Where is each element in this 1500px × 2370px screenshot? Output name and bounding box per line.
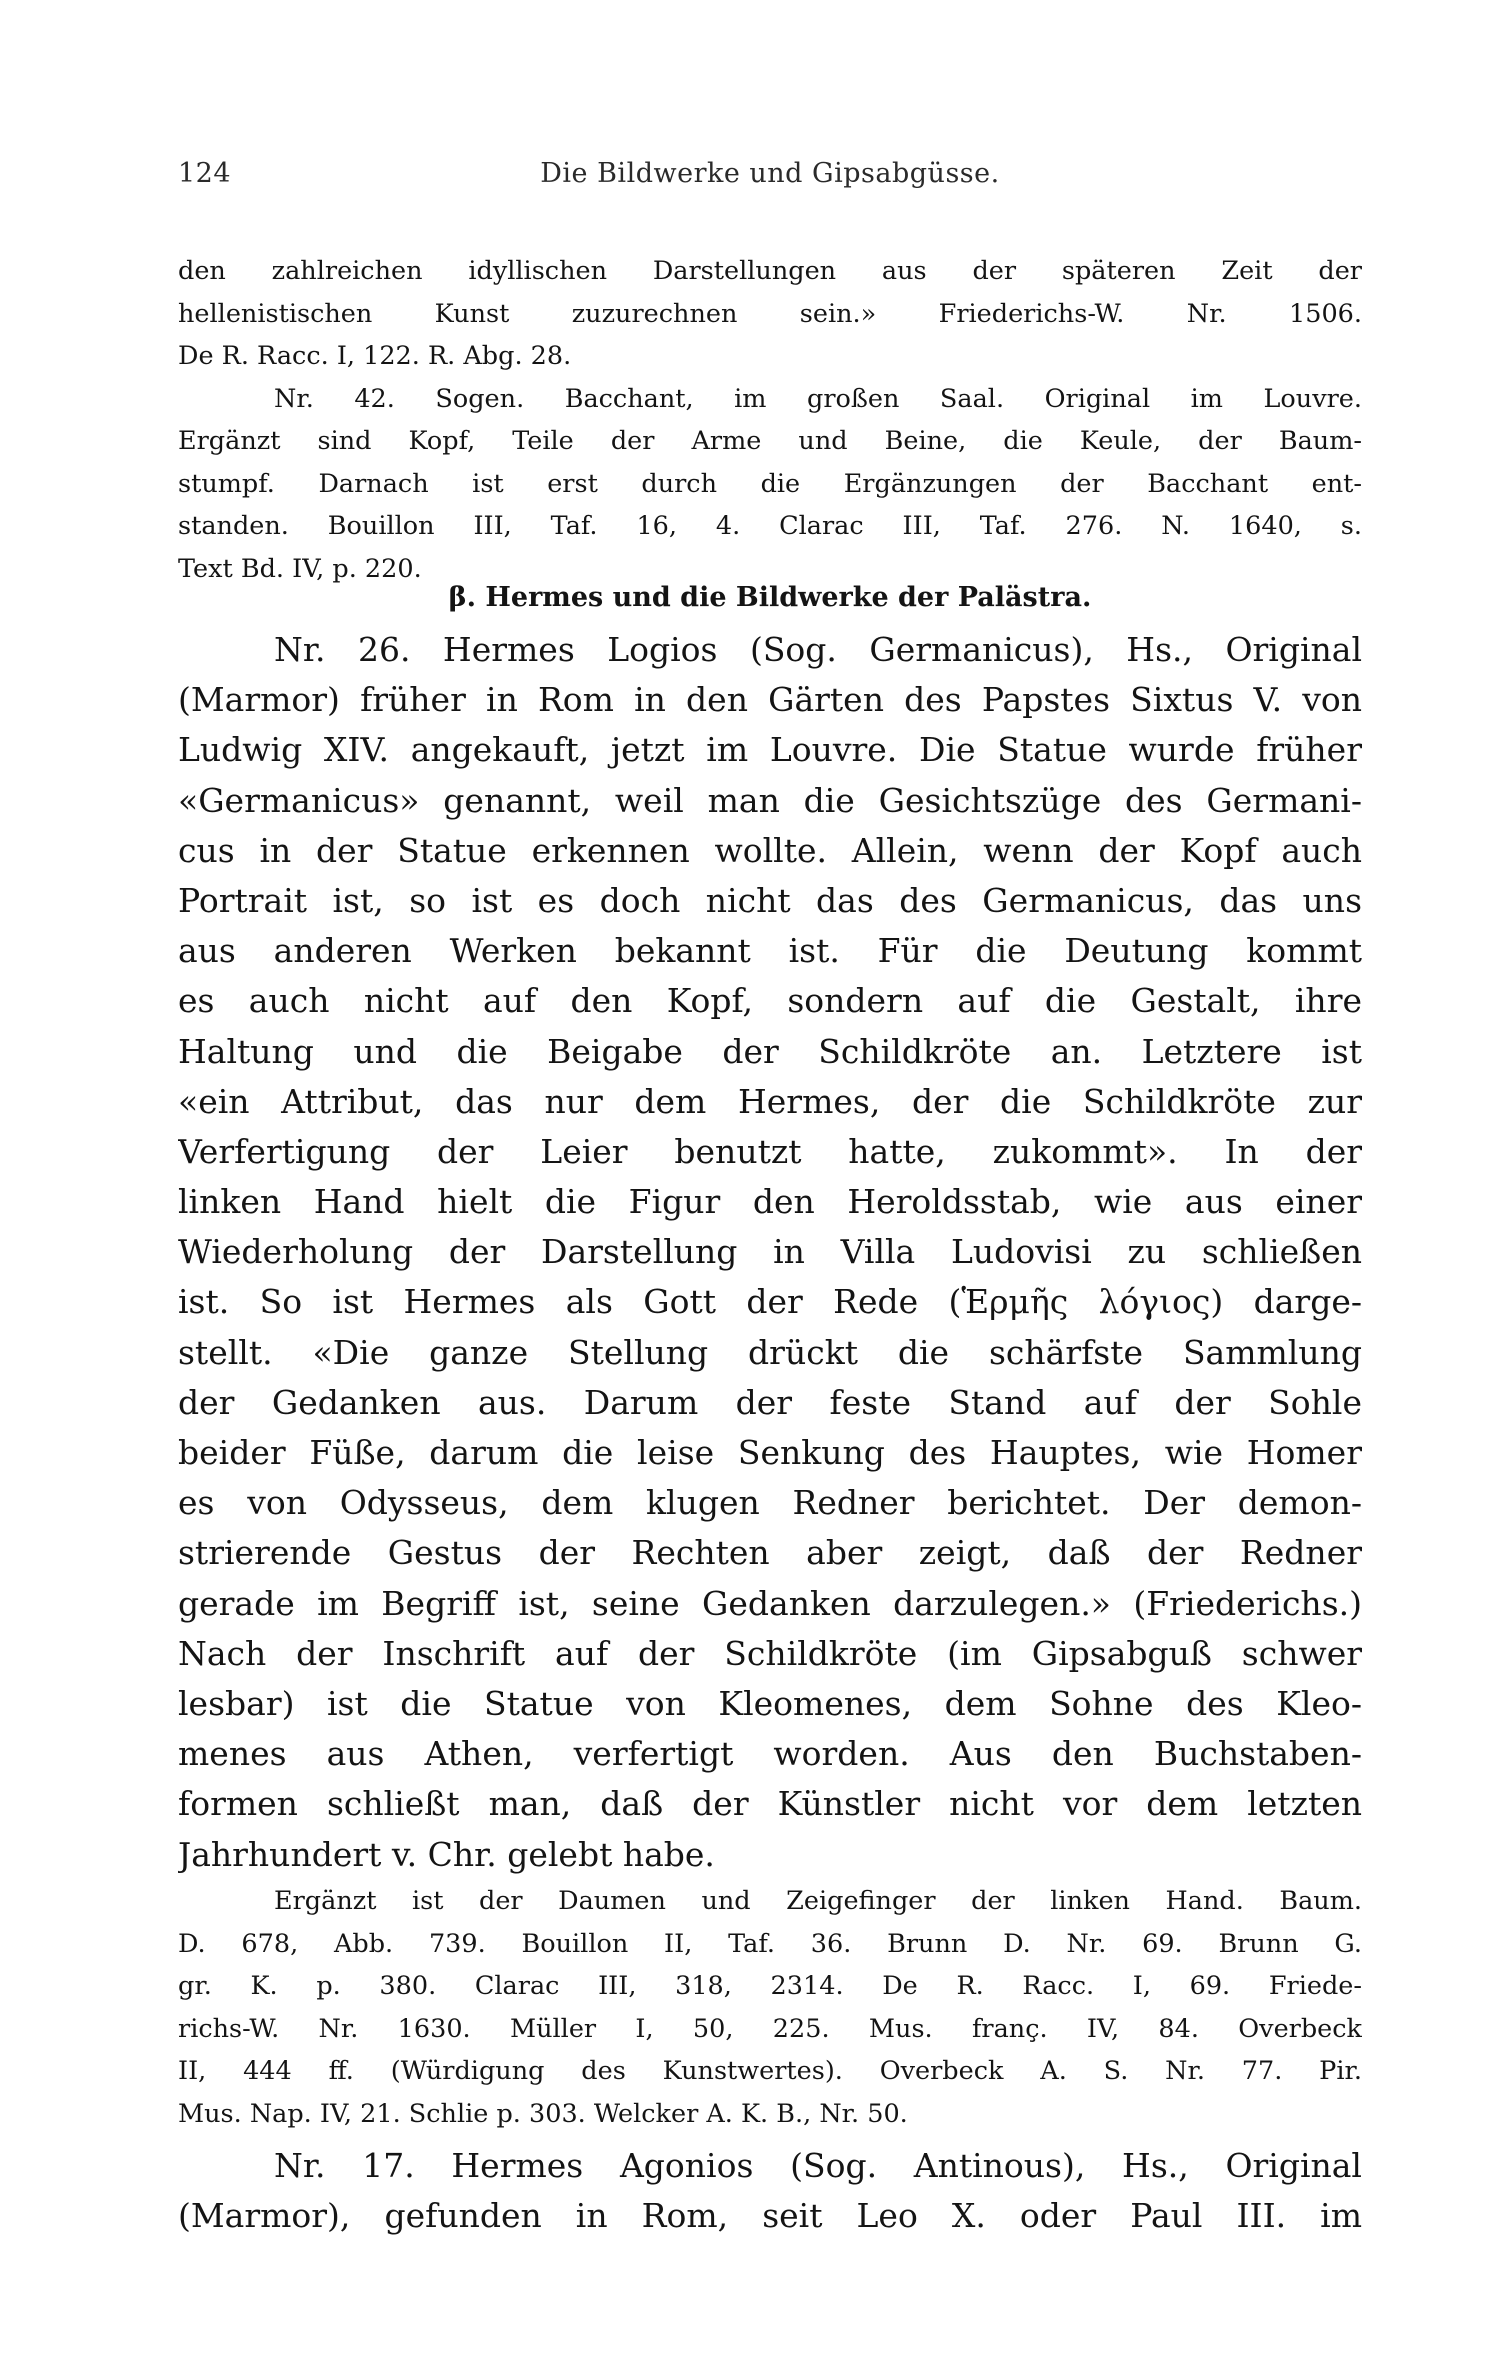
text-line: Wiederholung der Darstellung in Villa Ludovisi zu schließen xyxy=(178,1232,1362,1272)
text-line: stumpf. Darnach ist erst durch die Ergänzungen der Bacchant ent- xyxy=(178,468,1362,499)
text-line: Nach der Inschrift auf der Schildkröte (im Gipsabguß schwer xyxy=(178,1633,1362,1673)
text-line: es auch nicht auf den Kopf, sondern auf die Gestalt, ihre xyxy=(178,981,1362,1021)
text-line: strierende Gestus der Rechten aber zeigt, daß der Redner xyxy=(178,1533,1362,1573)
text-line: menes aus Athen, verfertigt worden. Aus den Buchstaben- xyxy=(178,1734,1362,1774)
text-line: Haltung und die Beigabe der Schildkröte an. Letztere ist xyxy=(178,1031,1362,1071)
text-line: Nr. 26. Hermes Logios (Sog. Germanicus), Hs., Original xyxy=(274,630,1362,669)
text-line: aus anderen Werken bekannt ist. Für die Deutung kommt xyxy=(178,931,1362,971)
note-line: Ergänzt ist der Daumen und Zeigefinger der linken Hand. Baum. xyxy=(274,1886,1362,1916)
text-line: es von Odysseus, dem klugen Redner berichtet. Der demon- xyxy=(178,1483,1362,1523)
text-line: linken Hand hielt die Figur den Heroldsstab, wie aus einer xyxy=(178,1182,1362,1222)
nr26-notes xyxy=(178,1880,1362,2135)
text-line: den zahlreichen idyllischen Darstellungen aus der späteren Zeit der xyxy=(178,256,1362,286)
text-line: formen schließt man, daß der Künstler nicht vor dem letzten xyxy=(178,1784,1362,1824)
running-header xyxy=(178,158,1362,198)
note-line: Mus. Nap. IV, 21. Schlie p. 303. Welcker A. K. B., Nr. 50. xyxy=(178,2098,908,2129)
section-heading: β. Hermes und die Bildwerke der Palästra. xyxy=(448,582,1092,613)
intro-paragraph xyxy=(178,250,1362,378)
text-line: cus in der Statue erkennen wollte. Allein, wenn der Kopf auch xyxy=(178,830,1362,870)
text-line: der Gedanken aus. Darum der feste Stand auf der Sohle xyxy=(178,1382,1362,1422)
running-title: Die Bildwerke und Gipsabgüsse. xyxy=(540,158,1000,189)
text-line: Portrait ist, so ist es doch nicht das des Germanicus, das uns xyxy=(178,880,1362,920)
text-line: ist. So ist Hermes als Gott der Rede (Ἑρμῆς λόγιος) darge- xyxy=(178,1282,1362,1322)
text-line: lesbar) ist die Statue von Kleomenes, dem Sohne des Kleo- xyxy=(178,1683,1362,1723)
nr42-entry xyxy=(178,378,1362,591)
text-line: De R. Racc. I, 122. R. Abg. 28. xyxy=(178,341,572,371)
text-line: Nr. 42. Sogen. Bacchant, im großen Saal. Original im Louvre. xyxy=(274,383,1362,414)
text-line: Ergänzt sind Kopf, Teile der Arme und Beine, die Keule, der Baum- xyxy=(178,426,1362,456)
note-line: richs-W. Nr. 1630. Müller I, 50, 225. Mus. franç. IV, 84. Overbeck xyxy=(178,2013,1362,2044)
text-line: Text Bd. IV, p. 220. xyxy=(178,553,422,584)
text-line: standen. Bouillon III, Taf. 16, 4. Clarac III, Taf. 276. N. 1640, s. xyxy=(178,511,1362,541)
nr17-entry xyxy=(178,2141,1362,2241)
nr26-entry xyxy=(178,625,1362,1880)
text-line: Ludwig XIV. angekauft, jetzt im Louvre. Die Statue wurde früher xyxy=(178,730,1362,770)
text-line: (Marmor), gefunden in Rom, seit Leo X. oder Paul III. im xyxy=(178,2196,1362,2236)
text-line: stellt. «Die ganze Stellung drückt die schärfste Sammlung xyxy=(178,1332,1362,1372)
text-line: Verfertigung der Leier benutzt hatte, zukommt». In der xyxy=(178,1131,1362,1171)
note-line: D. 678, Abb. 739. Bouillon II, Taf. 36. Brunn D. Nr. 69. Brunn G. xyxy=(178,1928,1362,1959)
text-line: beider Füße, darum die leise Senkung des Hauptes, wie Homer xyxy=(178,1433,1362,1472)
text-line: «ein Attribut, das nur dem Hermes, der die Schildkröte zur xyxy=(178,1081,1362,1121)
text-line: «Germanicus» genannt, weil man die Gesichtszüge des Germani- xyxy=(178,780,1362,820)
text-line: (Marmor) früher in Rom in den Gärten des Papstes Sixtus V. von xyxy=(178,680,1362,720)
text-line: gerade im Begriff ist, seine Gedanken darzulegen.» (Friederichs.) xyxy=(178,1583,1362,1623)
text-line: hellenistischen Kunst zuzurechnen sein.» Friederichs-W. Nr. 1506. xyxy=(178,298,1362,329)
note-line: gr. K. p. 380. Clarac III, 318, 2314. De R. Racc. I, 69. Friede- xyxy=(178,1971,1362,2001)
note-line: II, 444 ff. (Würdigung des Kunstwertes). Overbeck A. S. Nr. 77. Pir. xyxy=(178,2056,1362,2086)
text-line: Nr. 17. Hermes Agonios (Sog. Antinous), Hs., Original xyxy=(274,2146,1362,2185)
page-number: 124 xyxy=(178,158,232,189)
text-line: Jahrhundert v. Chr. gelebt habe. xyxy=(178,1834,715,1874)
